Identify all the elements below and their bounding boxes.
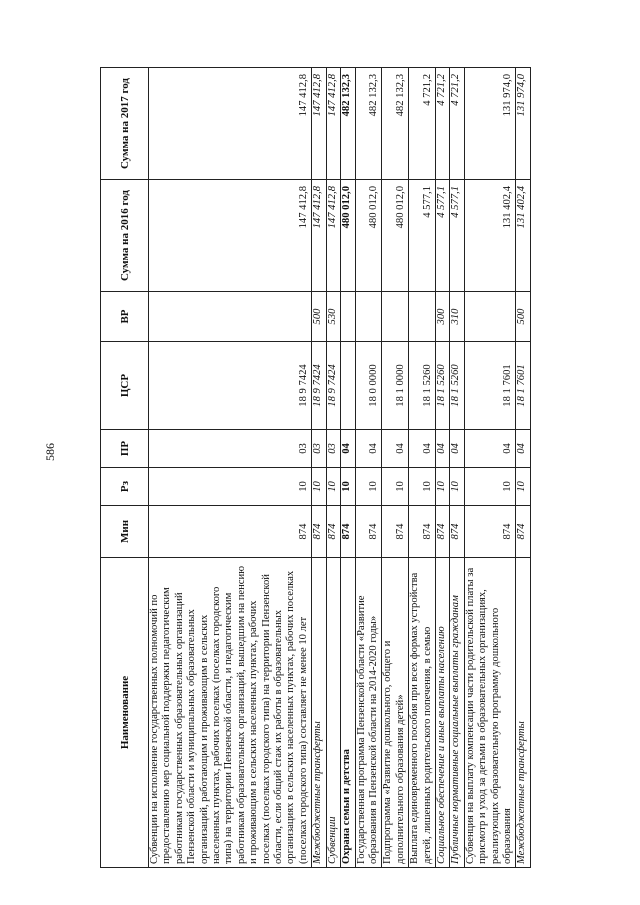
cell-name: Субвенции [326,558,340,868]
cell-csr: 18 1 5260 [450,342,464,430]
cell-pr: 03 [312,430,326,468]
cell-vr: 530 [326,292,340,342]
cell-csr: 18 0 0000 [355,342,382,430]
cell-name: Социальное обеспечение и иные выплаты населению [435,558,449,868]
header-vr: ВР [101,292,149,342]
cell-csr: 18 1 5260 [409,342,436,430]
cell-sum-2017: 147 412,8 [312,68,326,180]
cell-rz: 10 [382,468,409,506]
cell-sum-2016: 4 577,1 [409,180,436,292]
cell-vr: 500 [516,292,530,342]
cell-vr [149,292,312,342]
cell-pr: 04 [341,430,355,468]
cell-name: Выплата единовременного пособия при всех формах устройства детей, лишенных родительского попечения, в семью [409,558,436,868]
header-sum-2017: Сумма на 2017 год [101,68,149,180]
cell-sum-2016: 131 402,4 [516,180,530,292]
header-rz: Рз [101,468,149,506]
cell-sum-2016: 480 012,0 [341,180,355,292]
cell-sum-2017: 482 132,3 [382,68,409,180]
cell-min: 874 [326,506,340,558]
cell-rz: 10 [312,468,326,506]
cell-sum-2016: 4 577,1 [450,180,464,292]
cell-pr: 04 [355,430,382,468]
cell-sum-2017: 147 412,8 [149,68,312,180]
cell-csr: 18 1 5260 [435,342,449,430]
header-csr: ЦСР [101,342,149,430]
cell-name: Межбюджетные трансферты [312,558,326,868]
cell-rz: 10 [450,468,464,506]
cell-sum-2016: 147 412,8 [326,180,340,292]
cell-min: 874 [464,506,516,558]
cell-min: 874 [450,506,464,558]
table-row [312,68,326,868]
cell-vr [409,292,436,342]
table-header-row [101,68,149,868]
cell-pr: 04 [435,430,449,468]
cell-min: 874 [435,506,449,558]
cell-vr: 300 [435,292,449,342]
table-row [516,68,530,868]
cell-min: 874 [382,506,409,558]
header-sum-2016: Сумма на 2016 год [101,180,149,292]
cell-min: 874 [355,506,382,558]
cell-vr [464,292,516,342]
cell-sum-2016: 480 012,0 [382,180,409,292]
cell-csr: 18 9 7424 [149,342,312,430]
rotated-page-content [100,68,560,868]
cell-pr: 03 [149,430,312,468]
cell-name: Субвенция на выплату компенсации части родительской платы за присмотр и уход за детьми в образовательных организациях, реализующих образовательную программу дошкольного образования [464,558,516,868]
cell-min: 874 [409,506,436,558]
cell-vr [382,292,409,342]
cell-rz: 10 [355,468,382,506]
cell-pr: 04 [409,430,436,468]
cell-pr: 04 [516,430,530,468]
table-row [355,68,382,868]
table-row [382,68,409,868]
table-row [409,68,436,868]
cell-pr: 03 [326,430,340,468]
cell-min: 874 [312,506,326,558]
cell-rz: 10 [341,468,355,506]
cell-csr [341,342,355,430]
cell-sum-2017: 4 721,2 [450,68,464,180]
cell-csr: 18 9 7424 [326,342,340,430]
cell-sum-2017: 147 412,8 [326,68,340,180]
cell-sum-2017: 4 721,2 [409,68,436,180]
cell-name: Государственная программа Пензенской области «Развитие образования в Пензенской области на 2014-2020 годы» [355,558,382,868]
cell-sum-2017: 482 132,3 [341,68,355,180]
cell-name: Субвенции на исполнение государственных полномочий по предоставлению мер социальной поддержки педагогическим работникам государственных образовательных организаций Пензенской области и муниципальных образовательных организаций, работающим и проживающим в сельских населенных пунктах, рабочих поселках (поселках городского типа) на территории Пензенской области, и педагогическим работникам образовательных организаций, вышедшим на пенсию и проживающим в сельских населенных пунктах, рабочих поселках (поселках городского типа) на территории Пензенской области, если общий стаж их работы в образовательных организациях в сельских населенных пунктах, рабочих поселках (поселках городского типа) составляет не менее 10 лет [149,558,312,868]
cell-pr: 04 [450,430,464,468]
cell-pr: 04 [382,430,409,468]
cell-vr: 310 [450,292,464,342]
header-min: Мин [101,506,149,558]
budget-table [100,67,531,868]
cell-rz: 10 [326,468,340,506]
cell-min: 874 [341,506,355,558]
table-row [149,68,312,868]
cell-name: Публичные нормативные социальные выплаты гражданам [450,558,464,868]
cell-csr: 18 9 7424 [312,342,326,430]
cell-sum-2016: 147 412,8 [312,180,326,292]
cell-vr: 500 [312,292,326,342]
cell-sum-2016: 4 577,1 [435,180,449,292]
cell-name: Межбюджетные трансферты [516,558,530,868]
cell-pr: 04 [464,430,516,468]
cell-name: Подпрограмма «Развитие дошкольного, общего и дополнительного образования детей» [382,558,409,868]
table-row [435,68,449,868]
cell-min: 874 [516,506,530,558]
cell-csr: 18 1 7601 [516,342,530,430]
cell-sum-2016: 480 012,0 [355,180,382,292]
cell-rz: 10 [409,468,436,506]
cell-sum-2016: 147 412,8 [149,180,312,292]
table-row [450,68,464,868]
cell-rz: 10 [464,468,516,506]
cell-rz: 10 [149,468,312,506]
cell-sum-2017: 131 974,0 [516,68,530,180]
cell-rz: 10 [516,468,530,506]
cell-rz: 10 [435,468,449,506]
table-row [464,68,516,868]
cell-sum-2017: 4 721,2 [435,68,449,180]
cell-min: 874 [149,506,312,558]
table-row [326,68,340,868]
table-body [149,68,531,868]
cell-name: Охрана семьи и детства [341,558,355,868]
page-number: 586 [43,443,57,461]
cell-sum-2017: 482 132,3 [355,68,382,180]
table-row [341,68,355,868]
header-name: Наименование [101,558,149,868]
cell-vr [355,292,382,342]
header-pr: ПР [101,430,149,468]
cell-sum-2016: 131 402,4 [464,180,516,292]
cell-sum-2017: 131 974,0 [464,68,516,180]
cell-csr: 18 1 7601 [464,342,516,430]
cell-csr: 18 1 0000 [382,342,409,430]
cell-vr [341,292,355,342]
